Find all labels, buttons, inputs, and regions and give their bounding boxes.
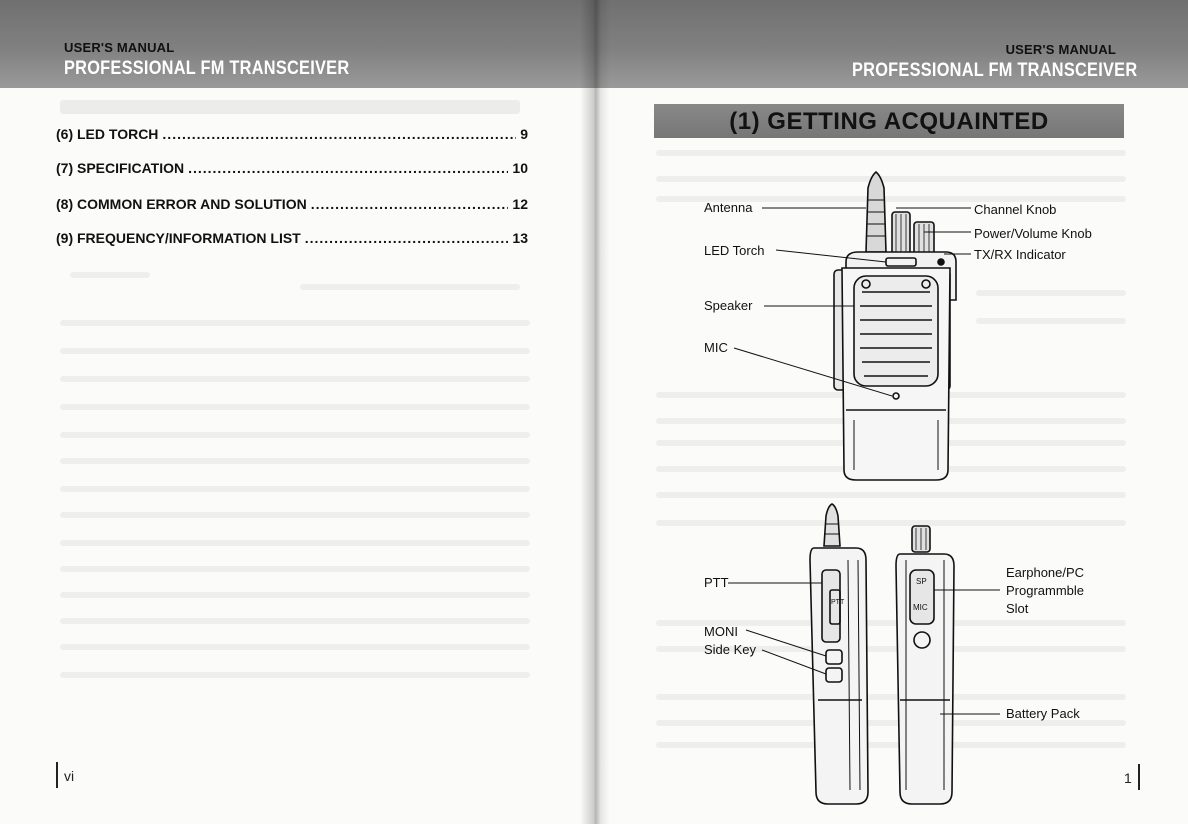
right-page (596, 0, 1188, 824)
label-mic: MIC (704, 340, 728, 355)
label-antenna: Antenna (704, 200, 753, 215)
label-tx-rx-indicator: TX/RX Indicator (974, 247, 1066, 262)
toc-page-number: 13 (512, 230, 528, 246)
ghost-line (60, 566, 530, 572)
ptt-button-icon (822, 570, 840, 642)
ghost-line (60, 540, 530, 546)
ghost-line (300, 284, 520, 290)
label-earphone-line2: Programmble (1006, 583, 1085, 598)
ghost-line (60, 376, 530, 382)
toc-leader-dots (188, 160, 508, 176)
toc-page-number: 9 (520, 126, 528, 142)
ghost-line (60, 592, 530, 598)
left-page-number: vi (64, 768, 75, 784)
sp-text: SP (916, 577, 927, 586)
mic-port-text: MIC (913, 603, 928, 612)
ghost-line (60, 512, 530, 518)
section-title: (1) GETTING ACQUAINTED (729, 108, 1049, 135)
toc-row[interactable] (56, 160, 528, 176)
label-led-torch: LED Torch (704, 243, 765, 258)
toc-title: (7) SPECIFICATION (56, 160, 185, 176)
label-earphone-line3: Slot (1006, 601, 1029, 616)
right-manual-label: USER'S MANUAL (1005, 42, 1116, 57)
toc-page-number: 12 (512, 196, 528, 212)
tx-rx-indicator-icon (938, 259, 944, 265)
side-view-right-radio (896, 526, 954, 804)
toc-leader-dots (305, 230, 509, 246)
left-header-band (0, 0, 596, 88)
ghost-line (60, 458, 530, 464)
front-view-radio (834, 172, 956, 480)
ghost-line (70, 272, 150, 278)
right-product-title: PROFESSIONAL FM TRANSCEIVER (852, 60, 1138, 81)
label-battery-pack: Battery Pack (1006, 706, 1080, 721)
toc-row[interactable] (56, 126, 528, 142)
ghost-line (60, 618, 530, 624)
left-manual-label: USER'S MANUAL (64, 40, 175, 55)
label-earphone-line1: Earphone/PC (1006, 565, 1085, 580)
toc-row[interactable] (56, 196, 528, 212)
ptt-button-text: PTT (831, 599, 845, 606)
right-page-number: 1 (1124, 770, 1132, 786)
label-channel-knob: Channel Knob (974, 202, 1057, 217)
ghost-line (60, 672, 530, 678)
ghost-line (60, 486, 530, 492)
label-power-volume-knob: Power/Volume Knob (974, 226, 1092, 241)
label-speaker: Speaker (704, 298, 753, 313)
page-number-rule (56, 762, 58, 788)
toc-title: (8) COMMON ERROR AND SOLUTION (56, 196, 307, 212)
ghost-line (60, 320, 530, 326)
radio-diagram (596, 0, 1188, 824)
toc-page-number: 10 (512, 160, 528, 176)
ghost-line (60, 404, 530, 410)
page-number-rule (1138, 764, 1140, 790)
label-side-key: Side Key (704, 642, 757, 657)
ghost-line (60, 348, 530, 354)
label-ptt: PTT (704, 575, 729, 590)
toc-leader-dots (162, 126, 516, 142)
toc-row[interactable] (56, 230, 528, 246)
ghost-band (60, 100, 520, 114)
toc-title: (9) FREQUENCY/INFORMATION LIST (56, 230, 301, 246)
label-moni: MONI (704, 624, 738, 639)
ghost-line (60, 644, 530, 650)
toc-title: (6) LED TORCH (56, 126, 159, 142)
left-product-title: PROFESSIONAL FM TRANSCEIVER (64, 58, 350, 79)
toc-leader-dots (311, 196, 509, 212)
ghost-line (60, 432, 530, 438)
